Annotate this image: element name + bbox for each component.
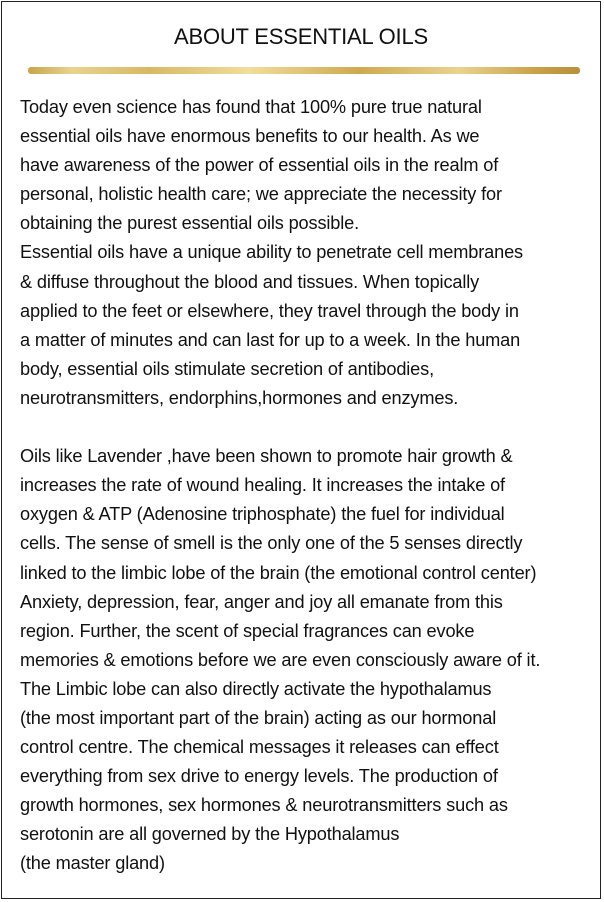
text-line: personal, holistic health care; we appreciate the necessity for — [20, 184, 502, 205]
text-line: body, essential oils stimulate secretion of antibodies, — [20, 358, 434, 379]
text-line: obtaining the purest essential oils possible. — [20, 213, 360, 234]
text-line: increases the rate of wound healing. It increases the intake of — [20, 475, 505, 496]
text-line: control centre. The chemical messages it releases can effect — [20, 737, 499, 758]
text-line: serotonin are all governed by the Hypothalamus — [20, 824, 400, 845]
text-line: essential oils have enormous benefits to our health. As we — [20, 126, 480, 147]
text-line: linked to the limbic lobe of the brain (the emotional control center) — [20, 562, 537, 583]
text-line: oxygen & ATP (Adenosine triphosphate) the fuel for individual — [20, 504, 505, 525]
text-line: memories & emotions before we are even consciously aware of it. — [20, 649, 541, 670]
text-line: have awareness of the power of essential oils in the realm of — [20, 155, 499, 176]
text-line: The Limbic lobe can also directly activate the hypothalamus — [20, 678, 492, 699]
paragraph-1 — [20, 93, 598, 413]
text-line: Essential oils have a unique ability to penetrate cell membranes — [20, 242, 523, 263]
text-line: Today even science has found that 100% pure true natural — [20, 97, 482, 117]
text-line: everything from sex drive to energy levels. The production of — [20, 766, 498, 787]
gold-divider — [28, 67, 580, 74]
body-text — [20, 93, 598, 879]
text-line: (the most important part of the brain) acting as our hormonal — [20, 707, 497, 728]
text-line: a matter of minutes and can last for up to a week. In the human — [20, 329, 521, 350]
text-line: applied to the feet or elsewhere, they travel through the body in — [20, 300, 519, 321]
document-frame — [1, 1, 601, 899]
text-line: cells. The sense of smell is the only one of the 5 senses directly — [20, 533, 523, 554]
text-line: & diffuse throughout the blood and tissues. When topically — [20, 271, 480, 292]
paragraph-spacer — [20, 413, 598, 442]
page-title: ABOUT ESSENTIAL OILS — [174, 24, 428, 49]
text-line: neurotransmitters, endorphins,hormones and enzymes. — [20, 387, 459, 408]
paragraph-2 — [20, 442, 598, 878]
text-line: region. Further, the scent of special fragrances can evoke — [20, 620, 475, 641]
text-line: (the master gland) — [20, 853, 165, 874]
text-line: growth hormones, sex hormones & neurotransmitters such as — [20, 795, 508, 816]
text-line: Oils like Lavender ,have been shown to promote hair growth & — [20, 446, 513, 467]
text-line: Anxiety, depression, fear, anger and joy all emanate from this — [20, 591, 503, 612]
